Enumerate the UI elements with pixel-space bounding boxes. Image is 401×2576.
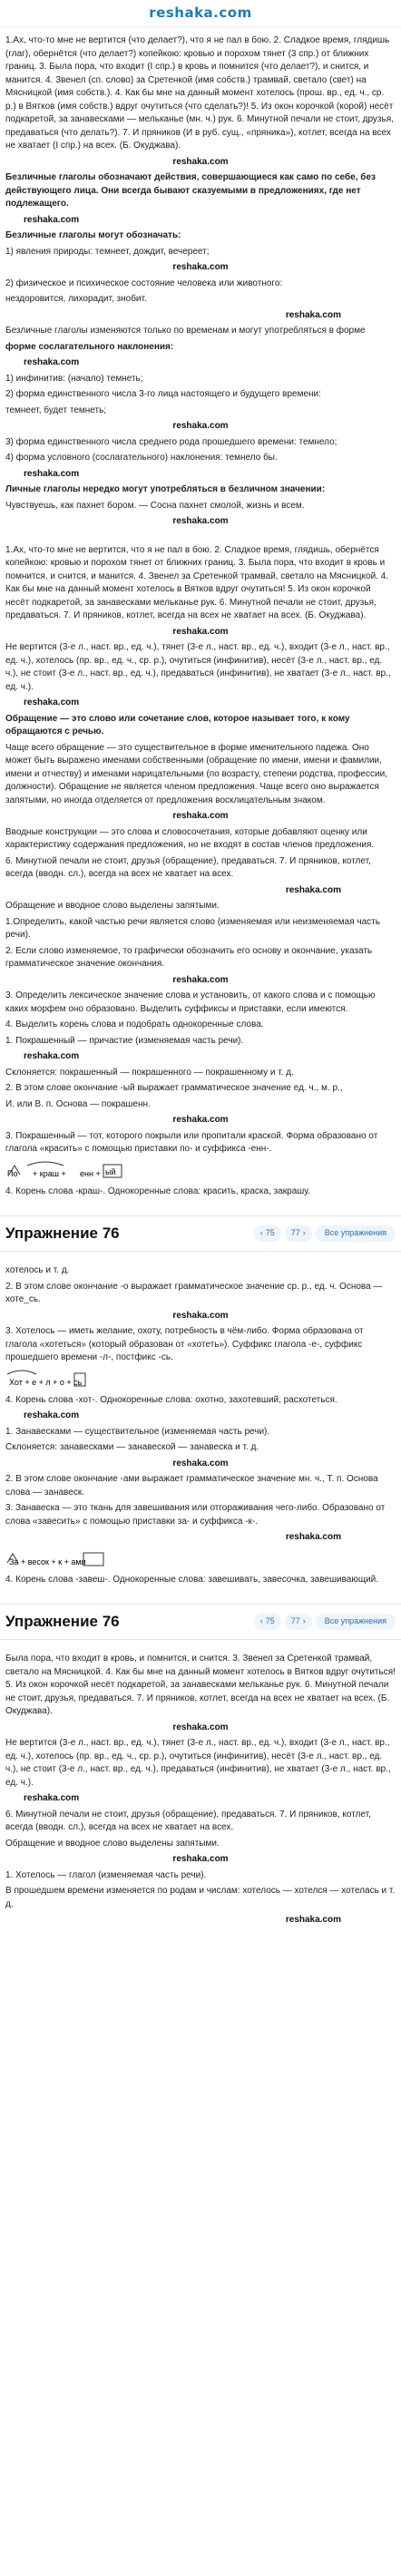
text-paragraph: 2) физическое и психическое состояние человека или животного: bbox=[5, 278, 283, 288]
site-header bbox=[0, 0, 401, 27]
text-paragraph: И. или В. п. Основа — покрашенн. bbox=[5, 1098, 151, 1109]
text-paragraph: Склоняется: занавесками — занавеской — занавеска и т. д. bbox=[5, 1442, 259, 1452]
watermark: reshaka.com bbox=[24, 1410, 80, 1420]
svg-text:Хот + е + л + о + сь: Хот + е + л + о + сь bbox=[9, 1377, 83, 1387]
text-paragraph: форме сослагательного наклонения: bbox=[5, 341, 174, 352]
text-paragraph: 3. Определить лексическое значение слова и установить, от какого слова и с помощью каких морфем оно образовано. Выделить суффиксы и приставки, если имеются. bbox=[5, 990, 376, 1014]
section-1 bbox=[0, 27, 401, 537]
text-paragraph: Не вертится (3-е л., наст. вр., ед. ч.), тянет (3-е л., наст. вр., ед. ч.), входит (3-е л., наст. вр., ед. ч.), хотелось (пр. вр., ед. ч., ср. р.), очутиться (инфинитив), несёт (3-е л., наст. вр., ед. ч.), не стоит (3-е л., наст. вр., ед. ч.), предаваться (инфинитив), не хватает (3-е л., наст. вр., ед. ч.). bbox=[5, 1738, 391, 1788]
watermark: reshaka.com bbox=[172, 421, 229, 431]
watermark: reshaka.com bbox=[172, 1115, 229, 1125]
chevron-left-icon: ‹ bbox=[259, 1616, 263, 1626]
text-paragraph: 4. Выделить корень слова и подобрать однокоренные слова. bbox=[5, 1020, 264, 1029]
text-paragraph: 2. В этом слове окончание -о выражает грамматическое значение ср. р., ед. ч. Основа — хоте_сь. bbox=[5, 1281, 383, 1304]
text-paragraph: Обращение и вводное слово выделены запятыми. bbox=[5, 1838, 220, 1849]
watermark: reshaka.com bbox=[172, 626, 229, 637]
exercise-title: Упражнение 76 bbox=[5, 1612, 120, 1630]
watermark: reshaka.com bbox=[172, 811, 229, 821]
text-paragraph: 1) инфинитив: (начало) темнеть; bbox=[5, 373, 143, 384]
text-paragraph: 3) форма единственного числа среднего рода прошедшего времени: темнело; bbox=[5, 436, 337, 447]
text-paragraph: хотелось и т. д. bbox=[5, 1265, 70, 1275]
site-logo[interactable]: reshaka.com bbox=[149, 4, 252, 21]
watermark: reshaka.com bbox=[285, 1915, 341, 1925]
watermark: reshaka.com bbox=[24, 357, 80, 367]
text-paragraph: Не вертится (3-е л., наст. вр., ед. ч.), тянет (3-е л., наст. вр., ед. ч.), входит (3-е л., наст. вр., ед. ч.), хотелось (пр. вр., ед. ч., ср. р.), очутиться (инфинитив), несёт (3-е л., наст. вр., ед. ч.), не стоит (3-е л., наст. вр., ед. ч.), предаваться (инфинитив), не хватает (3-е л., наст. вр., ед. ч.). bbox=[5, 642, 391, 692]
svg-text:енн +: енн + bbox=[80, 1168, 101, 1178]
section-2 bbox=[0, 537, 401, 1207]
text-paragraph: нездоровится, лихорадит, знобит. bbox=[5, 294, 147, 304]
text-paragraph: Была пора, что входит в кровь, и помнится, и снится. 3. Звенел за Сретенкой трамвай, светало на Мясницкой. 4. Как бы мне на данный момент хотелось в Вятков вдруг очутиться! 5. Из окон корочкой несёт подкаретой, за занавесками мельканье рук. 6. Минутной печали не стоит, друзья, предаваться. 7. И пряников, котлет, всегда на всех не хватает на всех. (Б. Окуджава). bbox=[5, 1654, 396, 1716]
text-paragraph: Безличные глаголы изменяются только по временам и могут употребляться в форме bbox=[5, 326, 366, 336]
prev-exercise-button[interactable] bbox=[254, 1225, 281, 1242]
watermark: reshaka.com bbox=[24, 698, 80, 707]
text-paragraph: 2. В этом слове окончание -ый выражает грамматическое значение ед. ч., м. р., bbox=[5, 1083, 343, 1093]
exercise-nav bbox=[254, 1225, 396, 1242]
text-paragraph: 6. Минутной печали не стоит, друзья (обращение), предаваться. 7. И пряников, котлет, всегда (вводн. сл.), всегда на всех не хватает на всех. bbox=[5, 1809, 371, 1832]
watermark: reshaka.com bbox=[172, 156, 229, 167]
text-paragraph: 3. Занавеска — это ткань для завешивания или отгораживания чего-либо. Образовано от слова «завесить» с помощью приставки за- и суффикса -к-. bbox=[5, 1503, 386, 1527]
morpheme-scheme bbox=[5, 1369, 396, 1389]
text-paragraph: 3. Покрашенный — тот, которого покрыли или пропитали краской. Форма образовано от глагола «красить» с помощью приставки по- и суффикса -енн-. bbox=[5, 1130, 378, 1154]
exercise-nav-bar bbox=[0, 1604, 401, 1640]
text-paragraph: 1) явления природы: темнеет, дождит, вечереет; bbox=[5, 246, 210, 257]
text-paragraph: 1. Хотелось — глагол (изменяемая часть речи). bbox=[5, 1869, 207, 1880]
text-paragraph: Обращение и вводное слово выделены запятыми. bbox=[5, 901, 220, 911]
next-exercise-button[interactable] bbox=[285, 1225, 312, 1242]
text-paragraph: Обращение — это слово или сочетание слов, которое называет того, к кому обращаются с речью. bbox=[5, 713, 350, 737]
chevron-right-icon: › bbox=[302, 1616, 306, 1626]
text-paragraph: В прошедшем времени изменяется по родам и числам: хотелось — хотелся — хотелась и т. д. bbox=[5, 1886, 396, 1909]
text-paragraph: Чувствуешь, как пахнет бором. — Сосна пахнет смолой, жизнь и всем. bbox=[5, 500, 305, 511]
svg-text:ый: ый bbox=[105, 1166, 116, 1176]
text-paragraph: 1.Определить, какой частью речи является слово (изменяемая или неизменяемая часть речи). bbox=[5, 916, 380, 940]
text-paragraph: 6. Минутной печали не стоит, друзья (обращение), предаваться. 7. И пряников, котлет, всегда (вводн. сл.), всегда на всех не хватает на всех. bbox=[5, 855, 371, 879]
next-exercise-label: 77 bbox=[290, 1616, 300, 1626]
chevron-right-icon: › bbox=[302, 1228, 306, 1238]
section-4 bbox=[0, 1645, 401, 1936]
text-paragraph: Чаще всего обращение — это существительное в форме именительного падежа. Оно может быть выражено именами собственными (обращение по имени, имени и фамилии, имени и отчеству) и именами нарицательными (по возрасту, степени родства, профессии, должности). Обращение не является членом предложения. Чаще всего оно выражается запятыми, но иногда отделяется от предложения восклицательным знаком. bbox=[5, 742, 387, 805]
morpheme-scheme-drawing bbox=[5, 1160, 205, 1180]
next-exercise-label: 77 bbox=[290, 1228, 300, 1238]
text-paragraph: 4. Корень слова -завеш-. Однокоренные слова: завешивать, завесочка, завешивающий. bbox=[5, 1574, 379, 1585]
next-exercise-button[interactable] bbox=[285, 1614, 312, 1630]
prev-exercise-label: 75 bbox=[265, 1616, 275, 1626]
watermark: reshaka.com bbox=[24, 1051, 80, 1061]
text-paragraph: Вводные конструкции — это слова и словосочетания, которые добавляют оценку или характеристику содержания предложения, но не входят в состав членов предложения. bbox=[5, 826, 375, 850]
text-paragraph: 3. Хотелось — иметь желание, охоту, потребность в чём-либо. Форма образована от глагола «хотеться» (который образован от «хотеть»). Суффикс глагола -е-, суффикс прошедшего времени -л-, постфикс -сь. bbox=[5, 1326, 364, 1362]
chevron-left-icon: ‹ bbox=[259, 1228, 263, 1238]
watermark: reshaka.com bbox=[172, 262, 229, 272]
section-3 bbox=[0, 1257, 401, 1595]
text-paragraph: Личные глаголы нередко могут употребляться в безличном значении: bbox=[5, 484, 326, 494]
watermark: reshaka.com bbox=[172, 1310, 229, 1321]
svg-text:По: По bbox=[7, 1168, 18, 1178]
text-paragraph: 2. В этом слове окончание -ами выражает грамматическое значение мн. ч., Т. п. Основа слова — занавеск. bbox=[5, 1474, 378, 1498]
morpheme-scheme bbox=[5, 1548, 396, 1568]
watermark: reshaka.com bbox=[172, 974, 229, 985]
watermark: reshaka.com bbox=[172, 1722, 229, 1732]
prev-exercise-button[interactable] bbox=[254, 1614, 281, 1630]
text-paragraph: Склоняется: покрашенный — покрашенного — покрашенному и т. д. bbox=[5, 1067, 294, 1078]
morpheme-scheme bbox=[5, 1160, 396, 1180]
text-paragraph: 1.Ах, что-то мне не вертится, что я не пал в бою. 2. Сладкое время, глядишь, обернётся копейкою: кровью и порохом тянет от ближних границ. 3. Была пора, что входит в кровь и помнится, и снится, и манится. 4. Звенел за Сретенкой трамвай, светало на Мясницкой. 4. Как бы мне на данный момент хотелось в Вятков вдруг очутиться! 5. Из окон корочкой несёт подкаретой, за занавесками мельканье рук. 6. Минутной печали не стоит, друзья, предаваться. 7. И пряников, котлет, всегда на всех не хватает на всех. (Б. Окуджава). bbox=[5, 544, 389, 620]
text-paragraph: 4. Корень слова -краш-. Однокоренные слова: красить, краска, закрашу. bbox=[5, 1186, 311, 1196]
morpheme-scheme-drawing bbox=[5, 1548, 205, 1568]
svg-text:За + весок + к + ами: За + весок + к + ами bbox=[9, 1556, 86, 1566]
all-exercises-button[interactable]: Все упражнения bbox=[316, 1225, 396, 1242]
text-paragraph: 2. Если слово изменяемое, то графически обозначить его основу и окончание, указать грамматическое значение окончания. bbox=[5, 945, 373, 969]
svg-text:+ краш +: + краш + bbox=[33, 1168, 66, 1178]
text-paragraph: 1. Занавесками — существительное (изменяемая часть речи). bbox=[5, 1426, 270, 1437]
morpheme-scheme-drawing bbox=[5, 1369, 205, 1389]
text-paragraph: 2) форма единственного числа 3-го лица настоящего и будущего времени: bbox=[5, 389, 321, 399]
watermark: reshaka.com bbox=[285, 884, 341, 895]
text-paragraph: Безличные глаголы могут обозначать: bbox=[5, 230, 181, 240]
text-paragraph: Безличные глаголы обозначают действия, совершающиеся как само по себе, без действующего лица. Они всегда бывают сказуемыми в предложениях, где нет подлежащего. bbox=[5, 172, 376, 209]
watermark: reshaka.com bbox=[24, 468, 80, 479]
exercise-title: Упражнение 76 bbox=[5, 1224, 120, 1242]
text-paragraph: 1.Ах, что-то мне не вертится (что делает?), что я не пал в бою. 2. Сладкое время, глядишь (глаг), обернётся (что делает?) копейкою: кровью и порохом тянет (3 спр.) от ближних границ. 3. Была пора, что входит (I спр.) в кровь и помнится (что делает?), и снится, и манится. 4. Звенел (сп. слово) за Сретенкой (имя собств.) трамвай, светало (свет) на Мясницкой (имя собств.). 4. Как бы мне на данный момент хотелось (прош. вр., ед. ч., ср. р.) в Вятков (имя собств.) вдруг очутиться (что сделать?)! 5. Из окон корочкой (корой) несёт подкаретой, за занавесками — мельканье (мн. ч.) рук. 6. Минутной печали не стоит, друзья, предаваться (что делать?). 7. И пряников (И в руб. сущ., «пряника»), котлет, всегда на всех не хватает (I спр.) на всех. (Б. Окуджава). bbox=[5, 35, 394, 151]
watermark: reshaka.com bbox=[172, 1854, 229, 1864]
watermark: reshaka.com bbox=[24, 214, 80, 225]
watermark: reshaka.com bbox=[24, 1793, 80, 1803]
exercise-nav bbox=[254, 1614, 396, 1630]
exercise-nav-bar bbox=[0, 1215, 401, 1252]
text-paragraph: 4. Корень слова -хот-. Однокоренные слова: охотно, захотевший, расхотеться. bbox=[5, 1394, 337, 1405]
watermark: reshaka.com bbox=[172, 516, 229, 526]
text-paragraph: 4) форма условного (сослагательного) наклонения: темнело бы. bbox=[5, 453, 278, 463]
watermark: reshaka.com bbox=[172, 1458, 229, 1469]
text-paragraph: темнеет, будет темнеть; bbox=[5, 405, 107, 415]
text-paragraph: 1. Покрашенный — причастие (изменяемая часть речи). bbox=[5, 1035, 244, 1046]
prev-exercise-label: 75 bbox=[265, 1228, 275, 1238]
all-exercises-button[interactable]: Все упражнения bbox=[316, 1614, 396, 1630]
watermark: reshaka.com bbox=[285, 1532, 341, 1542]
watermark: reshaka.com bbox=[285, 309, 341, 320]
